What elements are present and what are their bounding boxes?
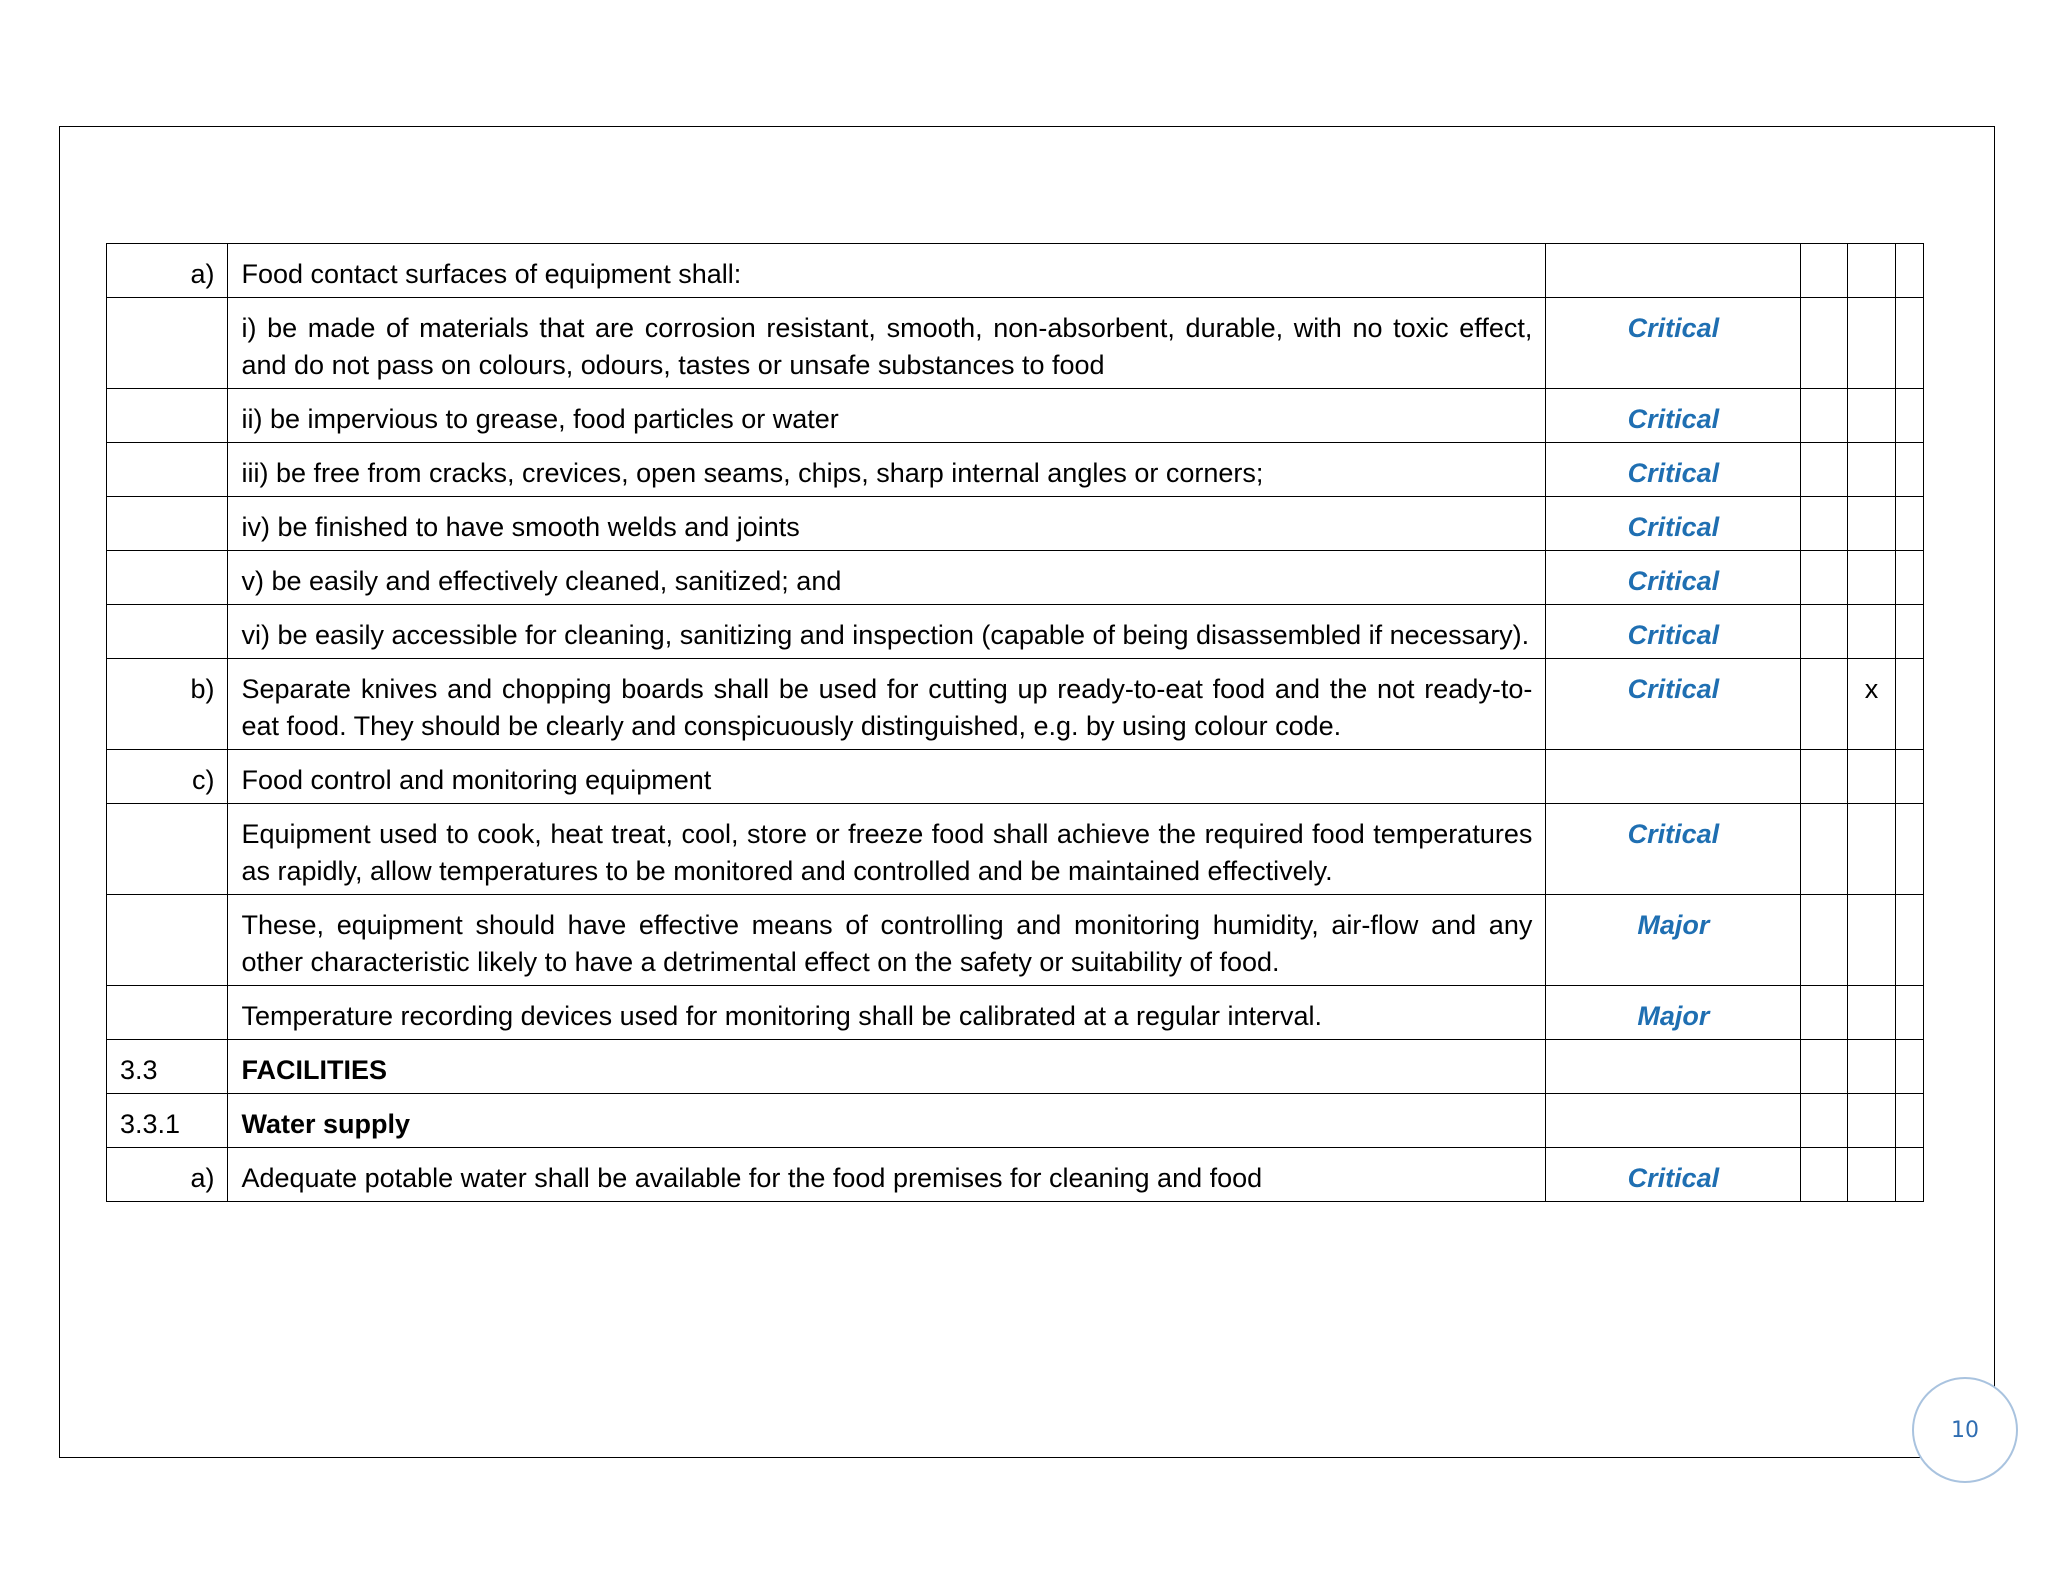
category-cell: Critical xyxy=(1546,298,1801,389)
check-cell-1 xyxy=(1801,605,1848,659)
item-number-cell: b) xyxy=(107,659,228,750)
check-cell-1 xyxy=(1801,244,1848,298)
category-cell: Critical xyxy=(1546,804,1801,895)
table-row xyxy=(107,298,1924,389)
requirement-cell: Temperature recording devices used for monitoring shall be calibrated at a regular interval. xyxy=(228,986,1546,1040)
check-cell-1 xyxy=(1801,551,1848,605)
check-cell-1 xyxy=(1801,986,1848,1040)
check-cell-2 xyxy=(1848,605,1895,659)
requirement-cell: FACILITIES xyxy=(228,1040,1546,1094)
item-number-cell xyxy=(107,551,228,605)
page-number: 10 xyxy=(1912,1377,2018,1483)
item-number-cell xyxy=(107,497,228,551)
check-cell-3 xyxy=(1895,551,1924,605)
requirement-cell: Adequate potable water shall be available for the food premises for cleaning and food xyxy=(228,1148,1546,1202)
check-cell-3 xyxy=(1895,389,1924,443)
table-row xyxy=(107,389,1924,443)
check-cell-3 xyxy=(1895,750,1924,804)
check-cell-3 xyxy=(1895,497,1924,551)
requirement-cell: iii) be free from cracks, crevices, open seams, chips, sharp internal angles or corners; xyxy=(228,443,1546,497)
requirement-cell: Food contact surfaces of equipment shall: xyxy=(228,244,1546,298)
check-cell-1 xyxy=(1801,298,1848,389)
table-row xyxy=(107,895,1924,986)
checklist-table xyxy=(106,243,1924,1202)
requirement-cell: Water supply xyxy=(228,1094,1546,1148)
category-cell xyxy=(1546,750,1801,804)
item-number-cell xyxy=(107,443,228,497)
requirement-cell: vi) be easily accessible for cleaning, sanitizing and inspection (capable of being disassembled if necessary). xyxy=(228,605,1546,659)
check-cell-2 xyxy=(1848,298,1895,389)
table-row xyxy=(107,605,1924,659)
check-cell-1 xyxy=(1801,443,1848,497)
item-number-cell: 3.3 xyxy=(107,1040,228,1094)
table-row xyxy=(107,1148,1924,1202)
item-number-cell xyxy=(107,298,228,389)
check-cell-2 xyxy=(1848,986,1895,1040)
check-cell-2: x xyxy=(1848,659,1895,750)
table-row xyxy=(107,986,1924,1040)
category-cell: Critical xyxy=(1546,551,1801,605)
check-cell-1 xyxy=(1801,750,1848,804)
table-row xyxy=(107,443,1924,497)
check-cell-3 xyxy=(1895,1094,1924,1148)
check-cell-1 xyxy=(1801,497,1848,551)
check-cell-2 xyxy=(1848,1094,1895,1148)
item-number-cell: a) xyxy=(107,244,228,298)
check-cell-1 xyxy=(1801,1040,1848,1094)
check-cell-3 xyxy=(1895,895,1924,986)
item-number-cell: a) xyxy=(107,1148,228,1202)
check-cell-3 xyxy=(1895,804,1924,895)
category-cell xyxy=(1546,244,1801,298)
requirement-cell: Separate knives and chopping boards shall be used for cutting up ready-to-eat food and the not ready-to-eat food. They should be clearly and conspicuously distinguished, e.g. by using colour code. xyxy=(228,659,1546,750)
requirement-cell: Equipment used to cook, heat treat, cool, store or freeze food shall achieve the required food temperatures as rapidly, allow temperatures to be monitored and controlled and be maintained effectively. xyxy=(228,804,1546,895)
check-cell-2 xyxy=(1848,551,1895,605)
table-row xyxy=(107,551,1924,605)
check-cell-2 xyxy=(1848,804,1895,895)
category-cell: Major xyxy=(1546,895,1801,986)
table-row xyxy=(107,659,1924,750)
requirement-cell: iv) be finished to have smooth welds and joints xyxy=(228,497,1546,551)
requirement-cell: These, equipment should have effective means of controlling and monitoring humidity, air-flow and any other characteristic likely to have a detrimental effect on the safety or suitability of food. xyxy=(228,895,1546,986)
category-cell: Major xyxy=(1546,986,1801,1040)
check-cell-1 xyxy=(1801,389,1848,443)
check-cell-3 xyxy=(1895,244,1924,298)
check-cell-2 xyxy=(1848,750,1895,804)
check-cell-3 xyxy=(1895,659,1924,750)
item-number-cell: 3.3.1 xyxy=(107,1094,228,1148)
table-row xyxy=(107,244,1924,298)
category-cell: Critical xyxy=(1546,389,1801,443)
check-cell-1 xyxy=(1801,1148,1848,1202)
item-number-cell: c) xyxy=(107,750,228,804)
check-cell-2 xyxy=(1848,1040,1895,1094)
requirement-cell: ii) be impervious to grease, food particles or water xyxy=(228,389,1546,443)
check-cell-1 xyxy=(1801,804,1848,895)
item-number-cell xyxy=(107,804,228,895)
table-row xyxy=(107,804,1924,895)
check-cell-2 xyxy=(1848,389,1895,443)
category-cell: Critical xyxy=(1546,605,1801,659)
check-cell-2 xyxy=(1848,443,1895,497)
category-cell xyxy=(1546,1094,1801,1148)
check-cell-2 xyxy=(1848,895,1895,986)
category-cell: Critical xyxy=(1546,443,1801,497)
check-cell-3 xyxy=(1895,443,1924,497)
requirement-cell: Food control and monitoring equipment xyxy=(228,750,1546,804)
requirement-cell: v) be easily and effectively cleaned, sanitized; and xyxy=(228,551,1546,605)
check-cell-2 xyxy=(1848,497,1895,551)
item-number-cell xyxy=(107,389,228,443)
check-cell-3 xyxy=(1895,986,1924,1040)
table-row xyxy=(107,750,1924,804)
checklist-body xyxy=(107,244,1924,1202)
check-cell-3 xyxy=(1895,1148,1924,1202)
check-cell-2 xyxy=(1848,244,1895,298)
category-cell xyxy=(1546,1040,1801,1094)
check-cell-3 xyxy=(1895,1040,1924,1094)
check-cell-1 xyxy=(1801,1094,1848,1148)
table-row xyxy=(107,1094,1924,1148)
category-cell: Critical xyxy=(1546,1148,1801,1202)
check-cell-1 xyxy=(1801,895,1848,986)
category-cell: Critical xyxy=(1546,497,1801,551)
item-number-cell xyxy=(107,895,228,986)
category-cell: Critical xyxy=(1546,659,1801,750)
check-cell-2 xyxy=(1848,1148,1895,1202)
table-row xyxy=(107,497,1924,551)
item-number-cell xyxy=(107,986,228,1040)
requirement-cell: i) be made of materials that are corrosion resistant, smooth, non-absorbent, durable, with no toxic effect, and do not pass on colours, odours, tastes or unsafe substances to food xyxy=(228,298,1546,389)
check-cell-1 xyxy=(1801,659,1848,750)
check-cell-3 xyxy=(1895,298,1924,389)
table-row xyxy=(107,1040,1924,1094)
check-cell-3 xyxy=(1895,605,1924,659)
item-number-cell xyxy=(107,605,228,659)
